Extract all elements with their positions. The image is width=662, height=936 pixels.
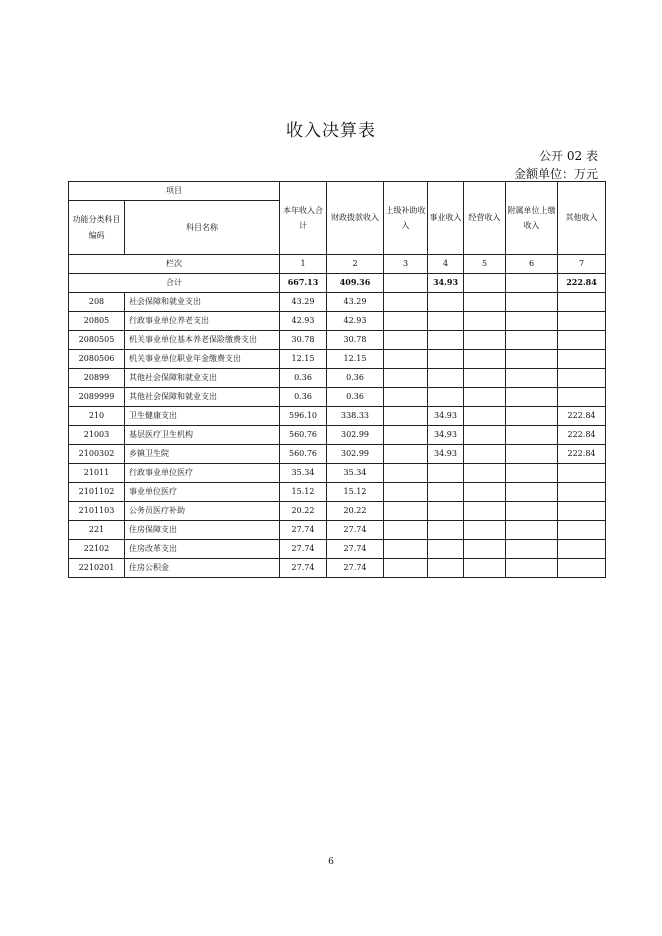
row-value xyxy=(428,483,464,502)
header-col-5: 经营收入 xyxy=(464,182,506,255)
row-value xyxy=(384,464,428,483)
row-value xyxy=(558,331,606,350)
row-value xyxy=(428,350,464,369)
table-row xyxy=(69,445,606,464)
row-value xyxy=(506,369,558,388)
row-value: 20.22 xyxy=(327,502,384,521)
row-code: 2080506 xyxy=(69,350,125,369)
row-code: 21011 xyxy=(69,464,125,483)
total-row xyxy=(69,274,606,293)
row-value: 34.93 xyxy=(428,407,464,426)
row-value: 43.29 xyxy=(327,293,384,312)
row-name: 其他社会保障和就业支出 xyxy=(125,388,280,407)
row-value xyxy=(506,350,558,369)
row-value: 15.12 xyxy=(327,483,384,502)
row-value xyxy=(464,331,506,350)
row-value: 560.76 xyxy=(280,445,327,464)
row-code: 2089999 xyxy=(69,388,125,407)
row-value xyxy=(464,502,506,521)
col-num: 4 xyxy=(428,255,464,274)
row-value xyxy=(384,559,428,578)
row-value xyxy=(506,312,558,331)
row-value: 27.74 xyxy=(327,540,384,559)
row-name: 事业单位医疗 xyxy=(125,483,280,502)
col-num: 3 xyxy=(384,255,428,274)
table-row xyxy=(69,483,606,502)
table-row xyxy=(69,502,606,521)
row-value xyxy=(428,331,464,350)
row-name: 乡镇卫生院 xyxy=(125,445,280,464)
row-value: 43.29 xyxy=(280,293,327,312)
lanci-label: 栏次 xyxy=(69,255,280,274)
row-code: 210 xyxy=(69,407,125,426)
row-value xyxy=(384,350,428,369)
row-name: 卫生健康支出 xyxy=(125,407,280,426)
row-value xyxy=(384,426,428,445)
row-value: 338.33 xyxy=(327,407,384,426)
row-code: 221 xyxy=(69,521,125,540)
row-value: 27.74 xyxy=(280,540,327,559)
row-value xyxy=(384,369,428,388)
row-value xyxy=(384,540,428,559)
row-code: 21003 xyxy=(69,426,125,445)
header-project: 项目 xyxy=(69,182,280,201)
col-num: 5 xyxy=(464,255,506,274)
row-value: 222.84 xyxy=(558,407,606,426)
row-value xyxy=(384,331,428,350)
row-code: 20805 xyxy=(69,312,125,331)
row-code: 2100302 xyxy=(69,445,125,464)
row-name: 住房公积金 xyxy=(125,559,280,578)
row-name: 社会保障和就业支出 xyxy=(125,293,280,312)
row-value: 15.12 xyxy=(280,483,327,502)
row-value: 34.93 xyxy=(428,445,464,464)
row-name: 其他社会保障和就业支出 xyxy=(125,369,280,388)
row-name: 公务员医疗补助 xyxy=(125,502,280,521)
row-value xyxy=(428,540,464,559)
row-value: 27.74 xyxy=(280,521,327,540)
row-value: 27.74 xyxy=(327,521,384,540)
row-value xyxy=(506,483,558,502)
table-row xyxy=(69,521,606,540)
total-value: 667.13 xyxy=(280,274,327,293)
total-value xyxy=(506,274,558,293)
row-value xyxy=(464,407,506,426)
header-col-2: 财政拨款收入 xyxy=(327,182,384,255)
total-value xyxy=(464,274,506,293)
row-value: 42.93 xyxy=(327,312,384,331)
row-name: 行政事业单位养老支出 xyxy=(125,312,280,331)
page-number: 6 xyxy=(328,857,334,867)
table-row xyxy=(69,559,606,578)
form-number: 公开 02 表 xyxy=(539,149,598,163)
row-value xyxy=(506,445,558,464)
row-value xyxy=(428,521,464,540)
row-value xyxy=(384,407,428,426)
table-row xyxy=(69,312,606,331)
row-name: 住房改革支出 xyxy=(125,540,280,559)
table-row xyxy=(69,426,606,445)
header-col-6: 附属单位上缴收入 xyxy=(506,182,558,255)
row-value xyxy=(464,350,506,369)
row-value: 35.34 xyxy=(327,464,384,483)
row-value xyxy=(428,559,464,578)
header-col-1: 本年收入合计 xyxy=(280,182,327,255)
row-value xyxy=(558,312,606,331)
row-value xyxy=(464,312,506,331)
table-row xyxy=(69,293,606,312)
row-code: 2080505 xyxy=(69,331,125,350)
total-label: 合计 xyxy=(69,274,280,293)
row-value xyxy=(384,521,428,540)
row-value xyxy=(428,312,464,331)
row-value xyxy=(464,369,506,388)
row-value: 27.74 xyxy=(327,559,384,578)
row-name: 基层医疗卫生机构 xyxy=(125,426,280,445)
row-value xyxy=(464,540,506,559)
row-value xyxy=(464,464,506,483)
row-value xyxy=(384,502,428,521)
table-row xyxy=(69,388,606,407)
row-value xyxy=(506,388,558,407)
row-name: 机关事业单位职业年金缴费支出 xyxy=(125,350,280,369)
row-value xyxy=(558,502,606,521)
row-value: 20.22 xyxy=(280,502,327,521)
table-row xyxy=(69,331,606,350)
row-value xyxy=(506,540,558,559)
amount-unit: 金额单位：万元 xyxy=(513,167,598,181)
row-code: 2101102 xyxy=(69,483,125,502)
page-title: 收入决算表 xyxy=(286,121,376,141)
header-col-4: 事业收入 xyxy=(428,182,464,255)
row-value xyxy=(558,559,606,578)
row-value: 35.34 xyxy=(280,464,327,483)
row-value xyxy=(464,483,506,502)
row-value xyxy=(428,502,464,521)
header-name: 科目名称 xyxy=(125,201,280,255)
row-value xyxy=(464,445,506,464)
row-value xyxy=(558,369,606,388)
row-value xyxy=(384,388,428,407)
row-value xyxy=(384,293,428,312)
income-table xyxy=(68,181,606,578)
row-value xyxy=(558,350,606,369)
table-row xyxy=(69,369,606,388)
row-name: 住房保障支出 xyxy=(125,521,280,540)
row-value xyxy=(506,464,558,483)
header-col-3: 上级补助收入 xyxy=(384,182,428,255)
row-value: 302.99 xyxy=(327,445,384,464)
row-value: 222.84 xyxy=(558,445,606,464)
row-value: 27.74 xyxy=(280,559,327,578)
header-col-7: 其他收入 xyxy=(558,182,606,255)
row-value: 302.99 xyxy=(327,426,384,445)
row-name: 行政事业单位医疗 xyxy=(125,464,280,483)
row-code: 2210201 xyxy=(69,559,125,578)
table-row xyxy=(69,464,606,483)
col-num: 7 xyxy=(558,255,606,274)
row-value xyxy=(506,407,558,426)
row-value xyxy=(384,312,428,331)
row-value: 596.10 xyxy=(280,407,327,426)
row-value: 0.36 xyxy=(280,388,327,407)
row-value: 34.93 xyxy=(428,426,464,445)
row-value xyxy=(558,464,606,483)
row-value: 560.76 xyxy=(280,426,327,445)
row-name: 机关事业单位基本养老保险缴费支出 xyxy=(125,331,280,350)
row-value xyxy=(506,293,558,312)
row-value: 0.36 xyxy=(327,369,384,388)
row-value xyxy=(558,293,606,312)
total-value: 34.93 xyxy=(428,274,464,293)
row-code: 20899 xyxy=(69,369,125,388)
col-num: 2 xyxy=(327,255,384,274)
total-value: 409.36 xyxy=(327,274,384,293)
row-value: 12.15 xyxy=(327,350,384,369)
row-code: 22102 xyxy=(69,540,125,559)
row-value xyxy=(506,426,558,445)
row-value xyxy=(506,331,558,350)
lanci-row xyxy=(69,255,606,274)
row-value xyxy=(558,388,606,407)
row-value: 42.93 xyxy=(280,312,327,331)
row-value: 0.36 xyxy=(327,388,384,407)
row-value xyxy=(558,483,606,502)
row-value xyxy=(428,464,464,483)
row-code: 208 xyxy=(69,293,125,312)
row-value xyxy=(558,540,606,559)
row-value xyxy=(464,521,506,540)
row-value xyxy=(384,445,428,464)
total-value xyxy=(384,274,428,293)
row-value: 0.36 xyxy=(280,369,327,388)
row-value xyxy=(464,293,506,312)
table-row xyxy=(69,540,606,559)
row-value: 12.15 xyxy=(280,350,327,369)
row-value xyxy=(428,293,464,312)
col-num: 1 xyxy=(280,255,327,274)
row-value xyxy=(428,388,464,407)
row-value: 222.84 xyxy=(558,426,606,445)
header-code: 功能分类科目编码 xyxy=(69,201,125,255)
row-value xyxy=(506,559,558,578)
row-value xyxy=(464,559,506,578)
row-value xyxy=(428,369,464,388)
row-value xyxy=(464,426,506,445)
row-value xyxy=(506,502,558,521)
row-code: 2101103 xyxy=(69,502,125,521)
row-value: 30.78 xyxy=(327,331,384,350)
table-row xyxy=(69,407,606,426)
row-value xyxy=(506,521,558,540)
row-value: 30.78 xyxy=(280,331,327,350)
row-value xyxy=(464,388,506,407)
total-value: 222.84 xyxy=(558,274,606,293)
table-row xyxy=(69,350,606,369)
row-value xyxy=(384,483,428,502)
col-num: 6 xyxy=(506,255,558,274)
row-value xyxy=(558,521,606,540)
